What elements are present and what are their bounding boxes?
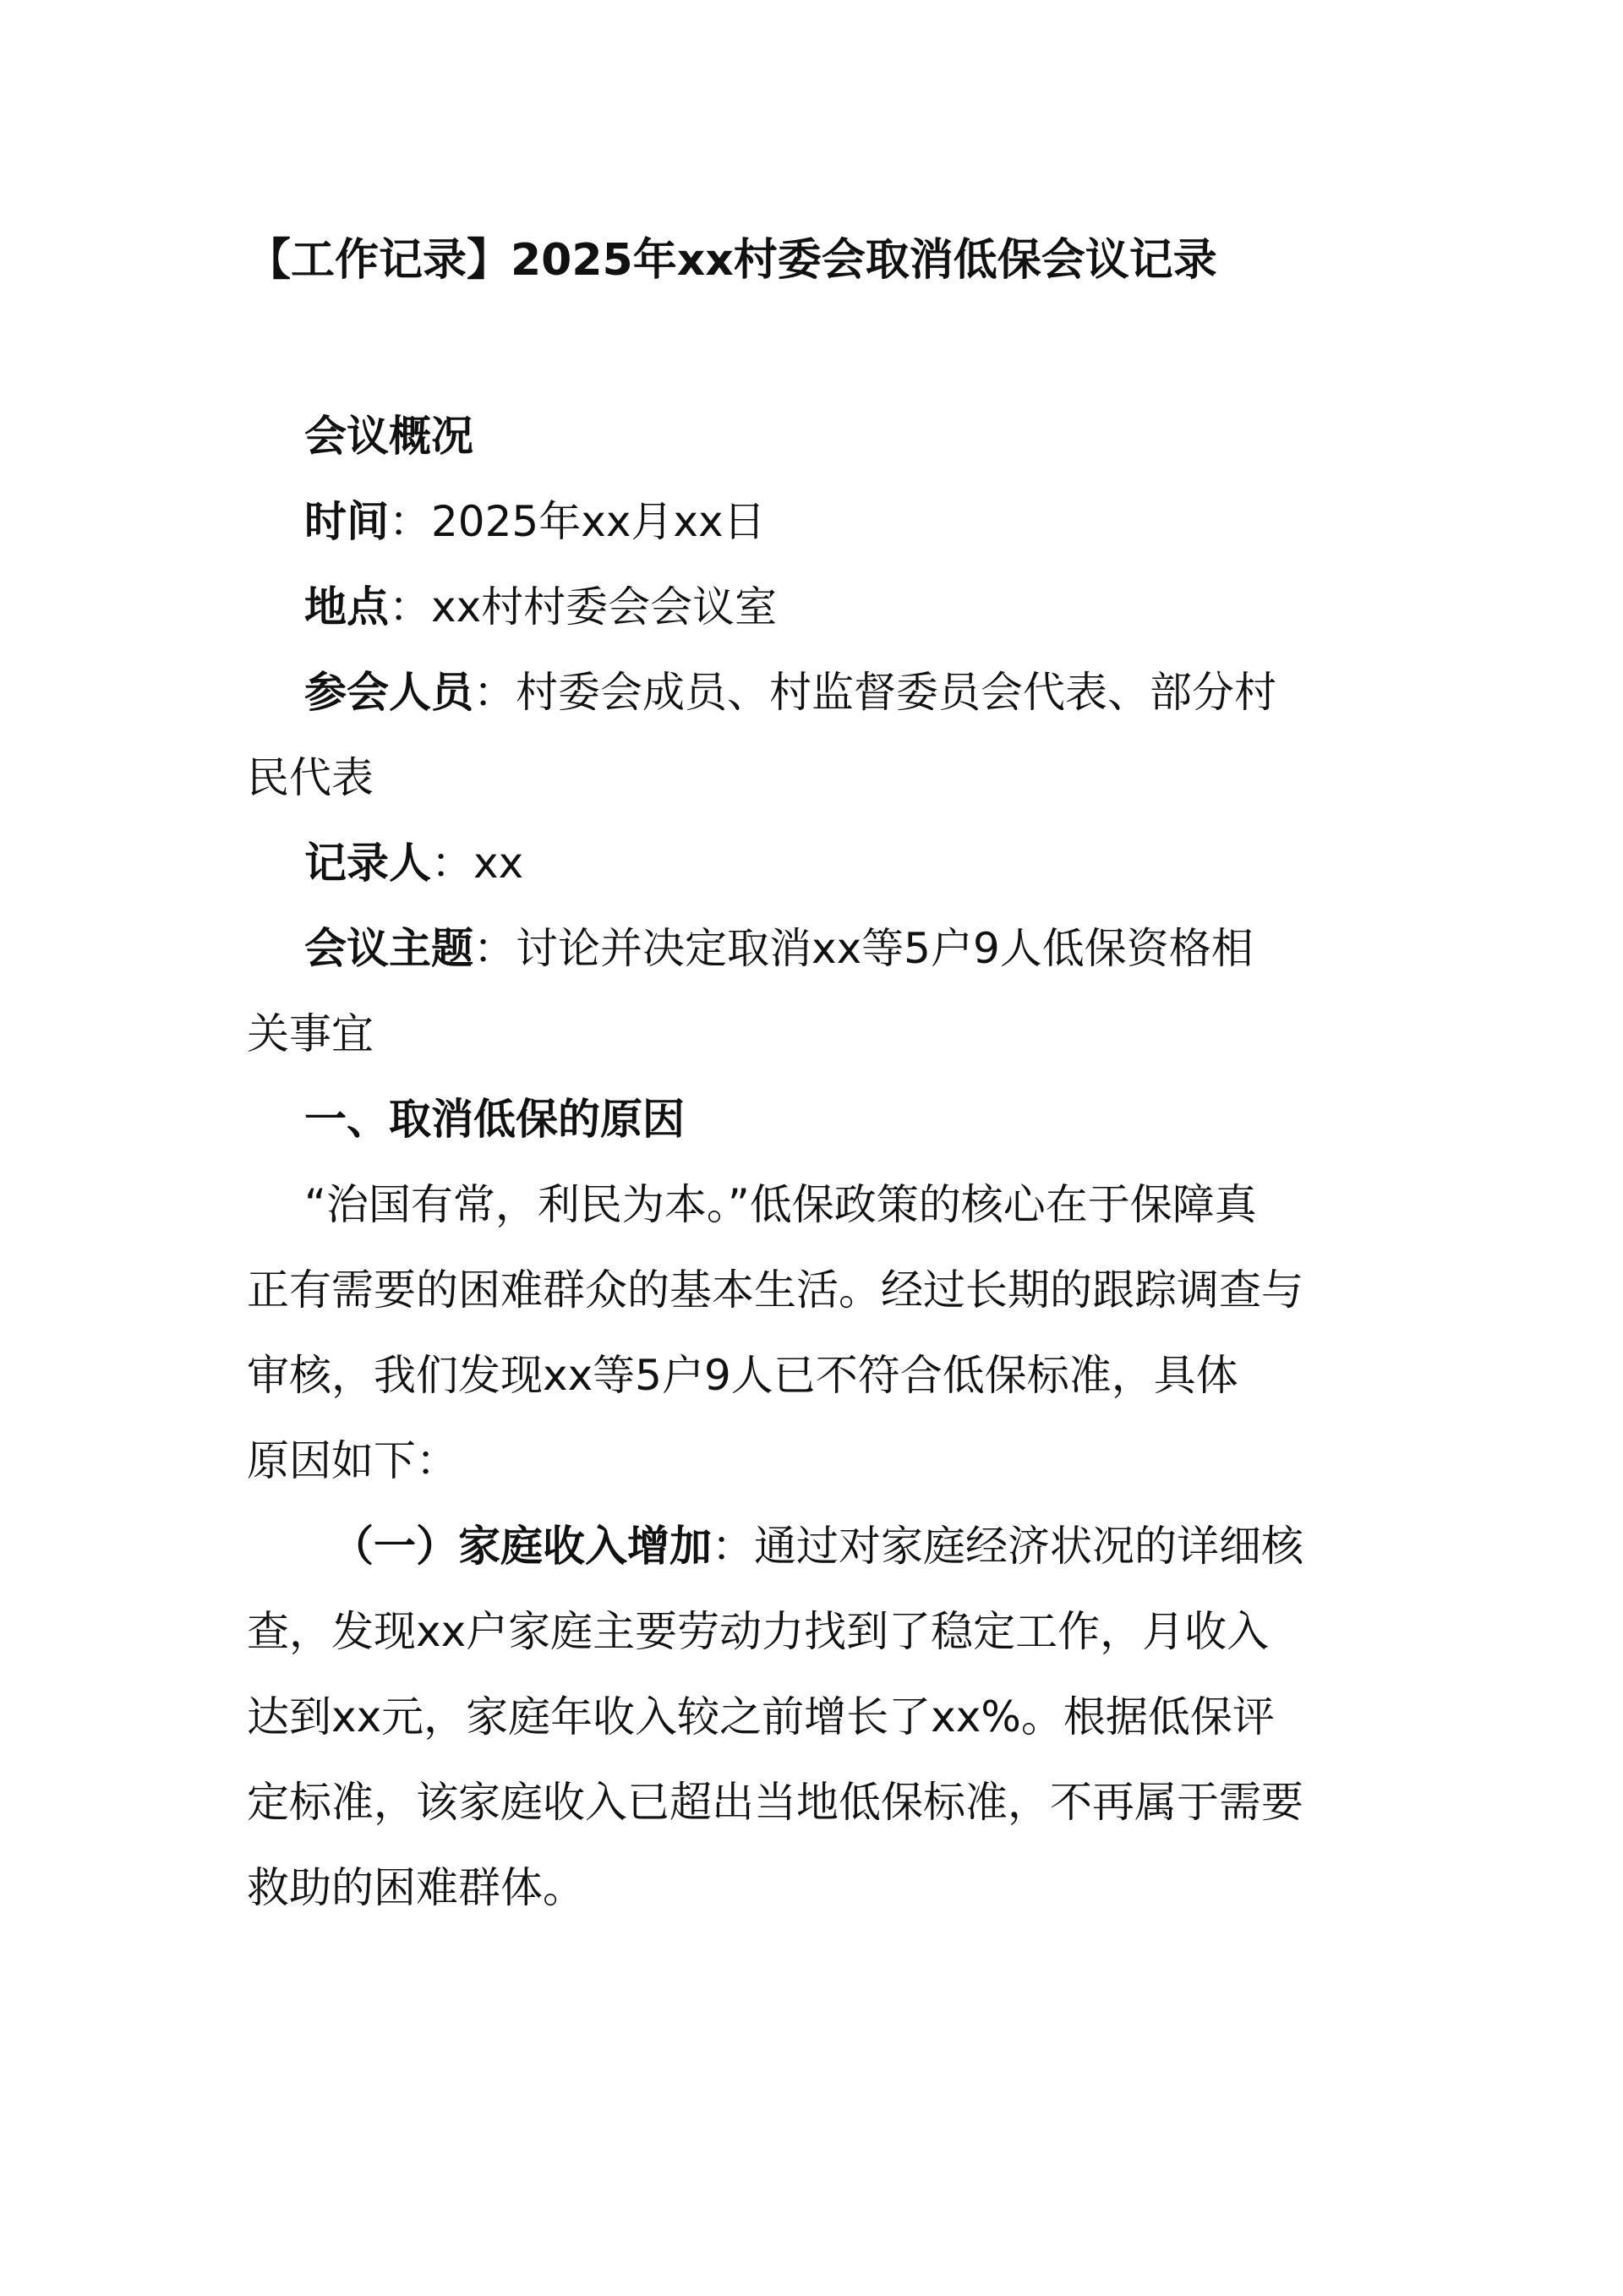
attendees-line [247, 650, 1388, 735]
sub1-line [247, 1760, 1388, 1845]
document-title: 【工作记录】2025年xx村委会取消低保会议记录 [247, 235, 1217, 286]
recorder-value: xx [473, 839, 524, 888]
recorder-sep: ： [431, 839, 473, 888]
section1-para-text-1: “治国有常，利民为本。”低保政策的核心在于保障真 [304, 1180, 1257, 1229]
section1-para-line [247, 1162, 1388, 1248]
sub1-text-4: 定标准，该家庭收入已超出当地低保标准，不再属于需要 [247, 1778, 1303, 1827]
sub1-sep: ： [712, 1522, 754, 1571]
attendees-value-1: 村委会成员、村监督委员会代表、部分村 [516, 668, 1276, 717]
time-value: 2025年xx月xx日 [431, 497, 766, 546]
topic-value-2: 关事宜 [247, 1009, 374, 1058]
topic-line [247, 906, 1388, 992]
sub1-line [247, 1845, 1388, 1931]
sub1-label: （一）家庭收入增加 [331, 1522, 712, 1571]
attendees-value-2: 民代表 [247, 753, 374, 802]
recorder-line [247, 821, 1388, 906]
overview-heading [247, 394, 1388, 479]
sub1-text-5: 救助的困难群体。 [247, 1863, 585, 1912]
section1-para-line [247, 1248, 1388, 1333]
attendees-line-cont [247, 735, 1388, 821]
section1-para-text-3: 审核，我们发现xx等5户9人已不符合低保标准，具体 [247, 1351, 1238, 1400]
sub1-text-2: 查，发现xx户家庭主要劳动力找到了稳定工作，月收入 [247, 1607, 1270, 1656]
place-label: 地点 [304, 582, 389, 631]
section1-para-line [247, 1419, 1388, 1504]
overview-heading-text: 会议概况 [304, 412, 473, 461]
place-value: xx村村委会会议室 [431, 582, 778, 631]
recorder-label: 记录人 [304, 839, 431, 888]
time-sep: ： [389, 497, 431, 546]
time-line [247, 479, 1388, 565]
section1-para-text-4: 原因如下： [247, 1436, 458, 1485]
sub1-line [247, 1675, 1388, 1760]
sub1-line [247, 1504, 1388, 1589]
section1-para-text-2: 正有需要的困难群众的基本生活。经过长期的跟踪调查与 [247, 1266, 1303, 1315]
sub1-text-1: 通过对家庭经济状况的详细核 [754, 1522, 1303, 1571]
document-body [247, 394, 1388, 1931]
sub1-text-3: 达到xx元，家庭年收入较之前增长了xx%。根据低保评 [247, 1692, 1275, 1741]
place-sep: ： [389, 582, 431, 631]
topic-label: 会议主题 [304, 924, 473, 973]
time-label: 时间 [304, 497, 389, 546]
section1-heading-text: 一、取消低保的原因 [304, 1095, 685, 1144]
topic-line-cont [247, 992, 1388, 1077]
topic-value-1: 讨论并决定取消xx等5户9人低保资格相 [516, 924, 1254, 973]
section1-para-line [247, 1333, 1388, 1419]
attendees-sep: ： [473, 668, 516, 717]
section1-heading [247, 1077, 1388, 1162]
topic-sep: ： [473, 924, 516, 973]
place-line [247, 565, 1388, 650]
attendees-label: 参会人员 [304, 668, 473, 717]
sub1-line [247, 1589, 1388, 1675]
